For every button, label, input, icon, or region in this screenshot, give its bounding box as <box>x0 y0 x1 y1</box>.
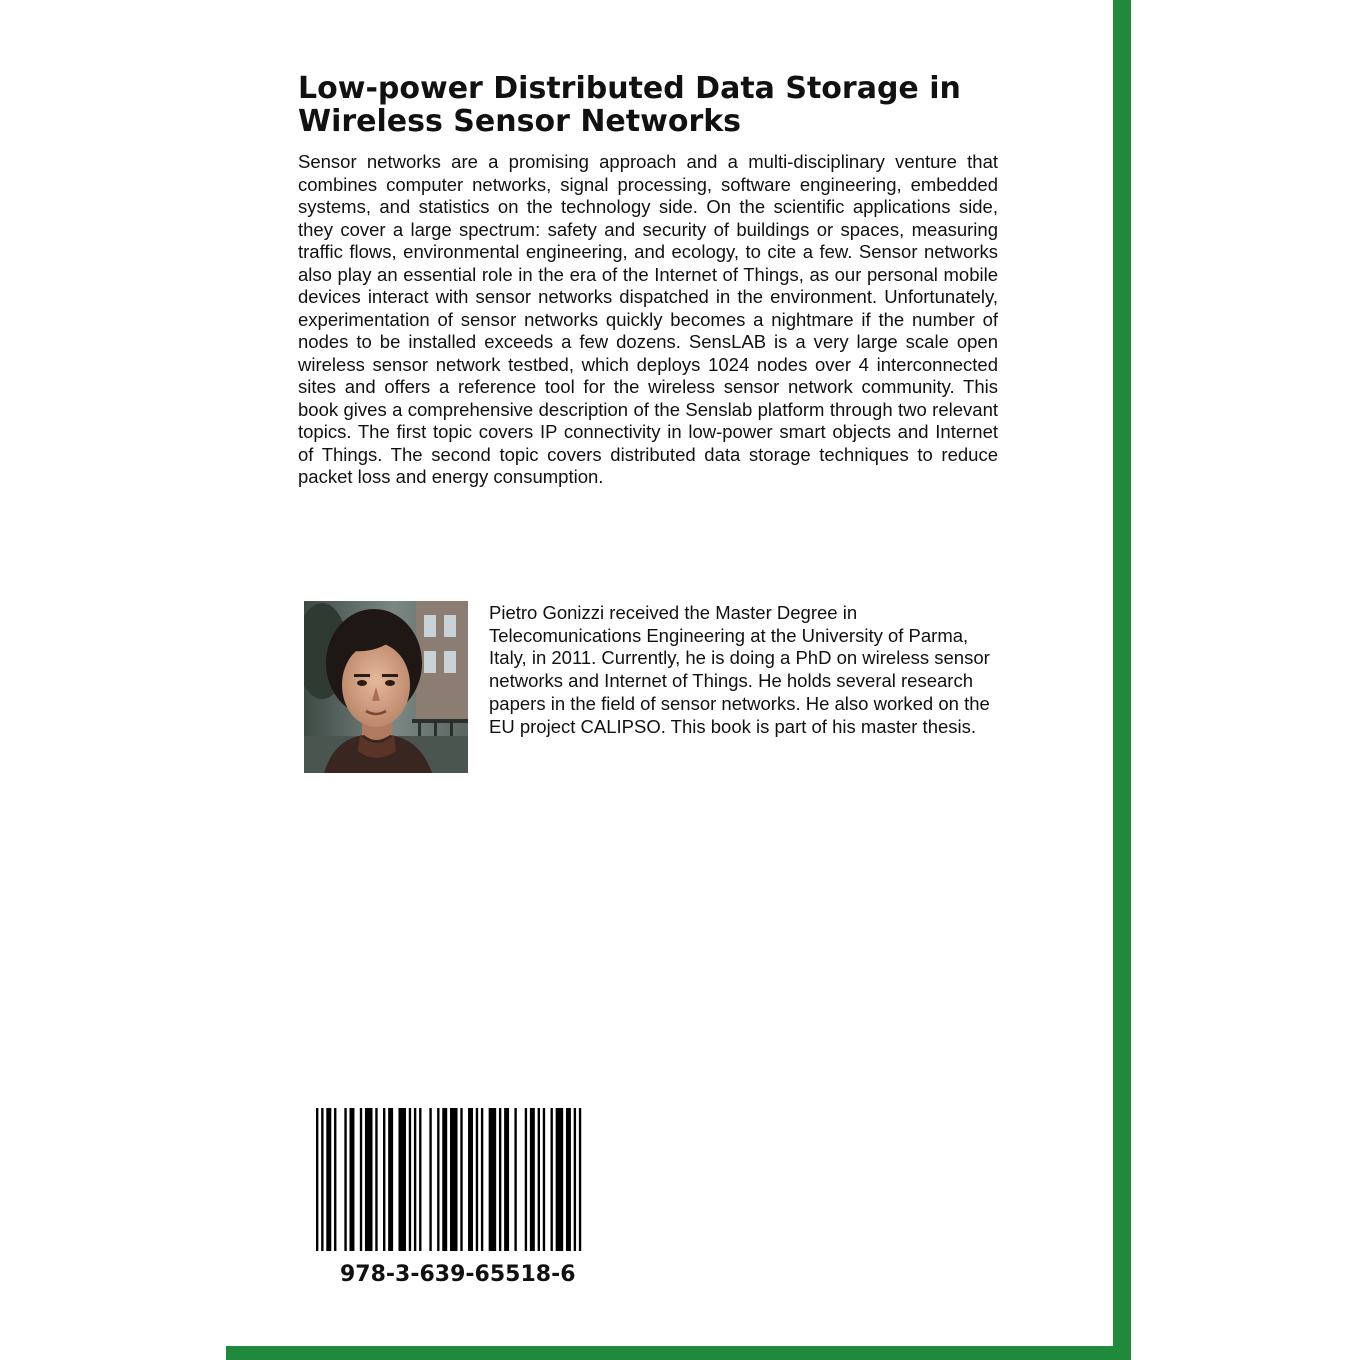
isbn-barcode <box>316 1108 584 1251</box>
barcode-bar <box>543 1108 545 1251</box>
barcode-bar <box>360 1108 362 1251</box>
barcode-bar <box>579 1108 581 1251</box>
book-title-line-2: Wireless Sensor Networks <box>298 104 742 139</box>
barcode-bar <box>481 1108 483 1251</box>
author-portrait-image <box>304 601 468 773</box>
barcode-bar <box>566 1108 571 1251</box>
barcode-bar <box>530 1108 535 1251</box>
barcode-bar <box>419 1108 421 1251</box>
barcode-bar <box>514 1108 516 1251</box>
barcode-bar <box>538 1108 540 1251</box>
barcode-bar <box>334 1108 336 1251</box>
barcode-bar <box>556 1108 564 1251</box>
barcode-bar <box>326 1108 331 1251</box>
author-bio: Pietro Gonizzi received the Master Degree in Telecomunications Engineering at the University of Parma, Italy, in 2011. Currently, he is doing a PhD on wireless sensor networks and Internet of Things. He holds several research papers in the field of sensor networks. He also worked on the EU project CALIPSO. This book is part of his master thesis. <box>489 602 990 737</box>
barcode-bar <box>321 1108 323 1251</box>
barcode-bar <box>489 1108 497 1251</box>
barcode-bar <box>442 1108 447 1251</box>
barcode-bar <box>375 1108 377 1251</box>
barcode-bar <box>525 1108 527 1251</box>
barcode-bar <box>414 1108 416 1251</box>
barcode-bar <box>460 1108 462 1251</box>
barcode-bar <box>574 1108 576 1251</box>
barcode-bar <box>365 1108 373 1251</box>
barcode-bar <box>398 1108 406 1251</box>
barcode-bar <box>499 1108 501 1251</box>
barcode-bar <box>344 1108 346 1251</box>
author-photo <box>304 601 468 773</box>
barcode-bar <box>504 1108 509 1251</box>
barcode-bar <box>551 1108 553 1251</box>
barcode-bar <box>409 1108 411 1251</box>
barcode-bar <box>316 1108 318 1251</box>
green-border-right <box>1113 0 1131 1360</box>
barcode-bar <box>429 1108 431 1251</box>
barcode-bar <box>437 1108 439 1251</box>
barcode-bar <box>383 1108 385 1251</box>
barcode-bar <box>468 1108 473 1251</box>
green-border-bottom <box>226 1346 1131 1360</box>
book-abstract: Sensor networks are a promising approach and a multi-disciplinary venture that combines computer networks, signal processing, software engineering, embedded systems, and statistics on the technology side. On the scientific applications side, they cover a large spectrum: safety and security of buildings or spaces, measuring traffic flows, environmental engineering, and ecology, to cite a few. Sensor networks also play an essential role in the era of the Internet of Things, as our personal mobile devices interact with sensor networks dispatched in the environment. Unfortunately, experimentation of sensor networks quickly becomes a nightmare if the number of nodes to be installed exceeds a few dozens. SensLAB is a very large scale open wireless sensor network testbed, which deploys 1024 nodes over 4 interconnected sites and offers a reference tool for the wireless sensor network community. This book gives a comprehensive description of the Senslab platform through two relevant topics. The first topic covers IP connectivity in low-power smart objects and Internet of Things. The second topic covers distributed data storage techniques to reduce packet loss and energy consumption. <box>298 151 998 487</box>
barcode-bar <box>350 1108 355 1251</box>
barcode-bar <box>476 1108 478 1251</box>
barcode-bar <box>450 1108 458 1251</box>
book-title <box>298 72 998 138</box>
isbn-number: 978-3-639-65518-6 <box>340 1262 576 1287</box>
barcode-bar <box>388 1108 393 1251</box>
book-title-line-1: Low-power Distributed Data Storage in <box>298 71 961 106</box>
